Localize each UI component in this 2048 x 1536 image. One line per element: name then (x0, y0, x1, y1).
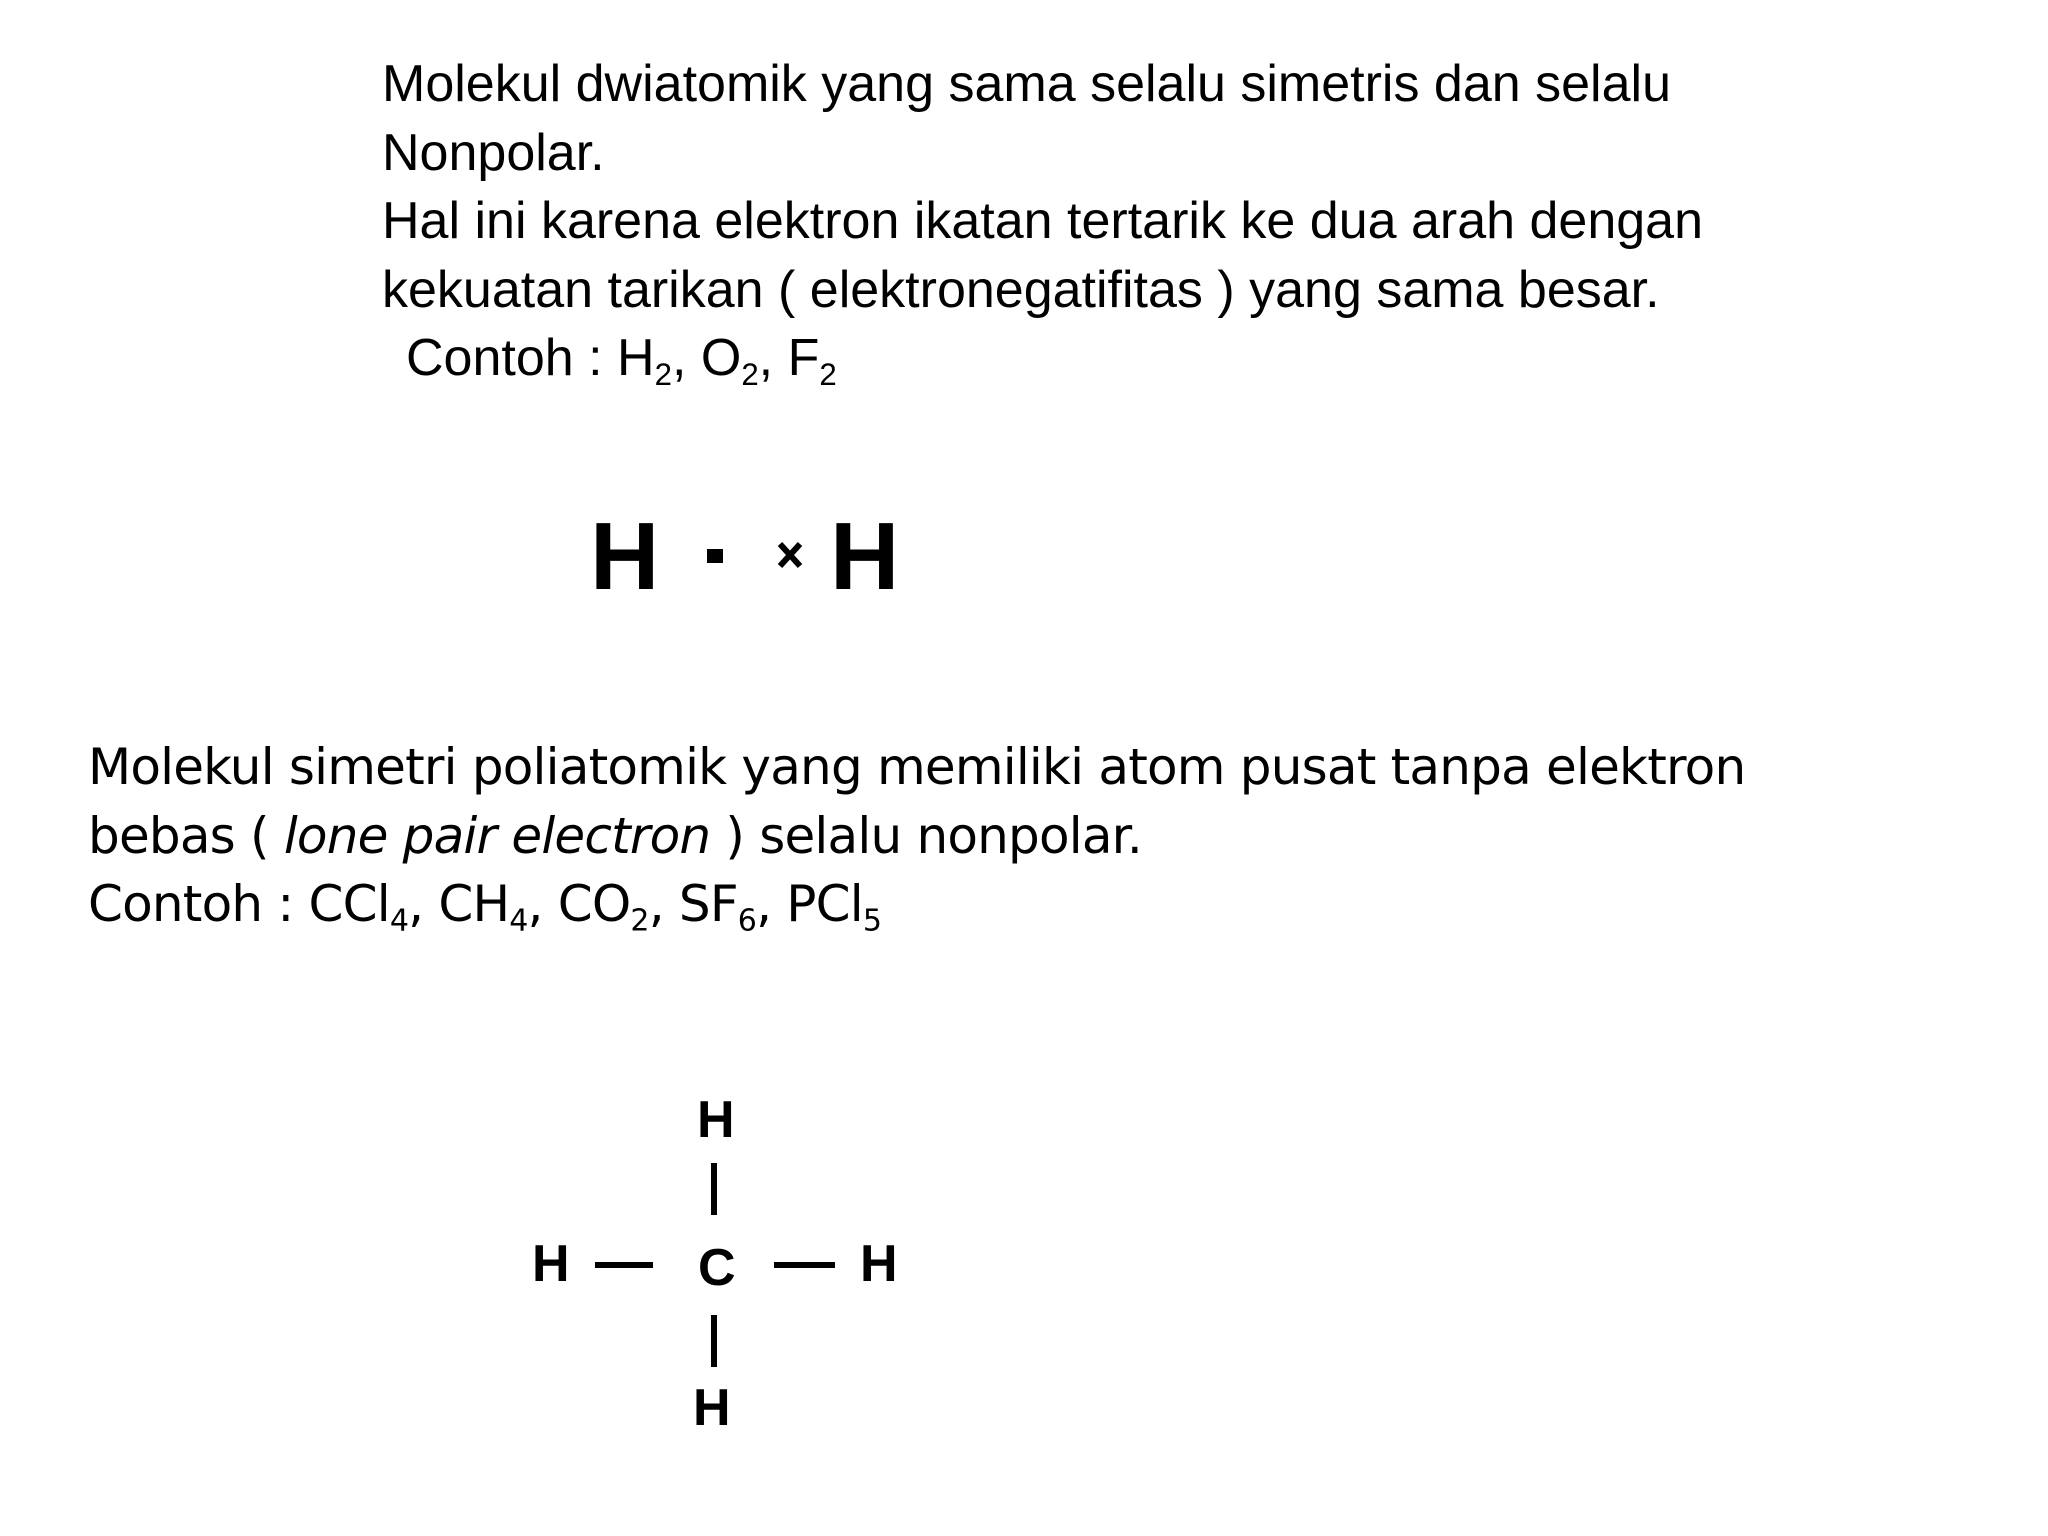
formula-f2: $F_2$ (787, 329, 837, 392)
formula-sf6: $SF_6$ (678, 875, 757, 939)
ch4-right-atom: H (860, 1235, 898, 1293)
ch4-bottom-atom: H (693, 1379, 731, 1437)
h2-right-atom: H (830, 505, 900, 605)
diatomic-line-3: Hal ini karena elektron ikatan tertarik ke dua arah dengan (382, 192, 1704, 250)
diatomic-line-4: kekuatan tarikan ( elektronegatifitas ) yang sama besar. (382, 260, 1660, 319)
h2-lewis-diagram (580, 505, 980, 605)
h2-left-atom: H (590, 505, 660, 605)
electron-dot (707, 549, 723, 563)
diatomic-line-1: Molekul dwiatomik yang sama selalu simetris dan selalu (382, 55, 1672, 113)
formula-co2: $CO_2$ (557, 875, 649, 939)
polyatomic-examples: Contoh : CCl$_4$, $CH_4$, $CO_2$, $SF_6$, PCl$_5$ (88, 875, 882, 939)
formula-ccl4: CCl$_4$ (308, 875, 409, 939)
formula-ch4: $CH_4$ (438, 875, 528, 939)
formula-h2: $H_2$ (617, 329, 672, 392)
example-label: Contoh : (88, 875, 309, 933)
electron-cross (780, 544, 800, 566)
lone-pair-term: lone pair electron (283, 806, 711, 865)
diatomic-section (382, 50, 1982, 393)
example-label: Contoh : (406, 329, 618, 387)
ch4-structure-diagram (520, 1085, 960, 1445)
formula-pcl5: PCl$_5$ (786, 875, 882, 939)
polyatomic-line-2: bebas ( lone pair electron ) selalu nonpolar. (88, 806, 1142, 865)
ch4-left-atom: H (532, 1235, 570, 1293)
polyatomic-section (88, 733, 1988, 939)
ch4-top-atom: H (697, 1091, 735, 1149)
formula-o2: $O_2$ (700, 329, 759, 392)
polyatomic-line-1: Molekul simetri poliatomik yang memiliki atom pusat tanpa elektron (88, 738, 1746, 796)
diatomic-line-2: Nonpolar. (382, 123, 605, 182)
diatomic-examples: Contoh : $H_2$, $O_2$, $F_2$ (406, 329, 837, 392)
ch4-center-atom: C (698, 1239, 736, 1297)
